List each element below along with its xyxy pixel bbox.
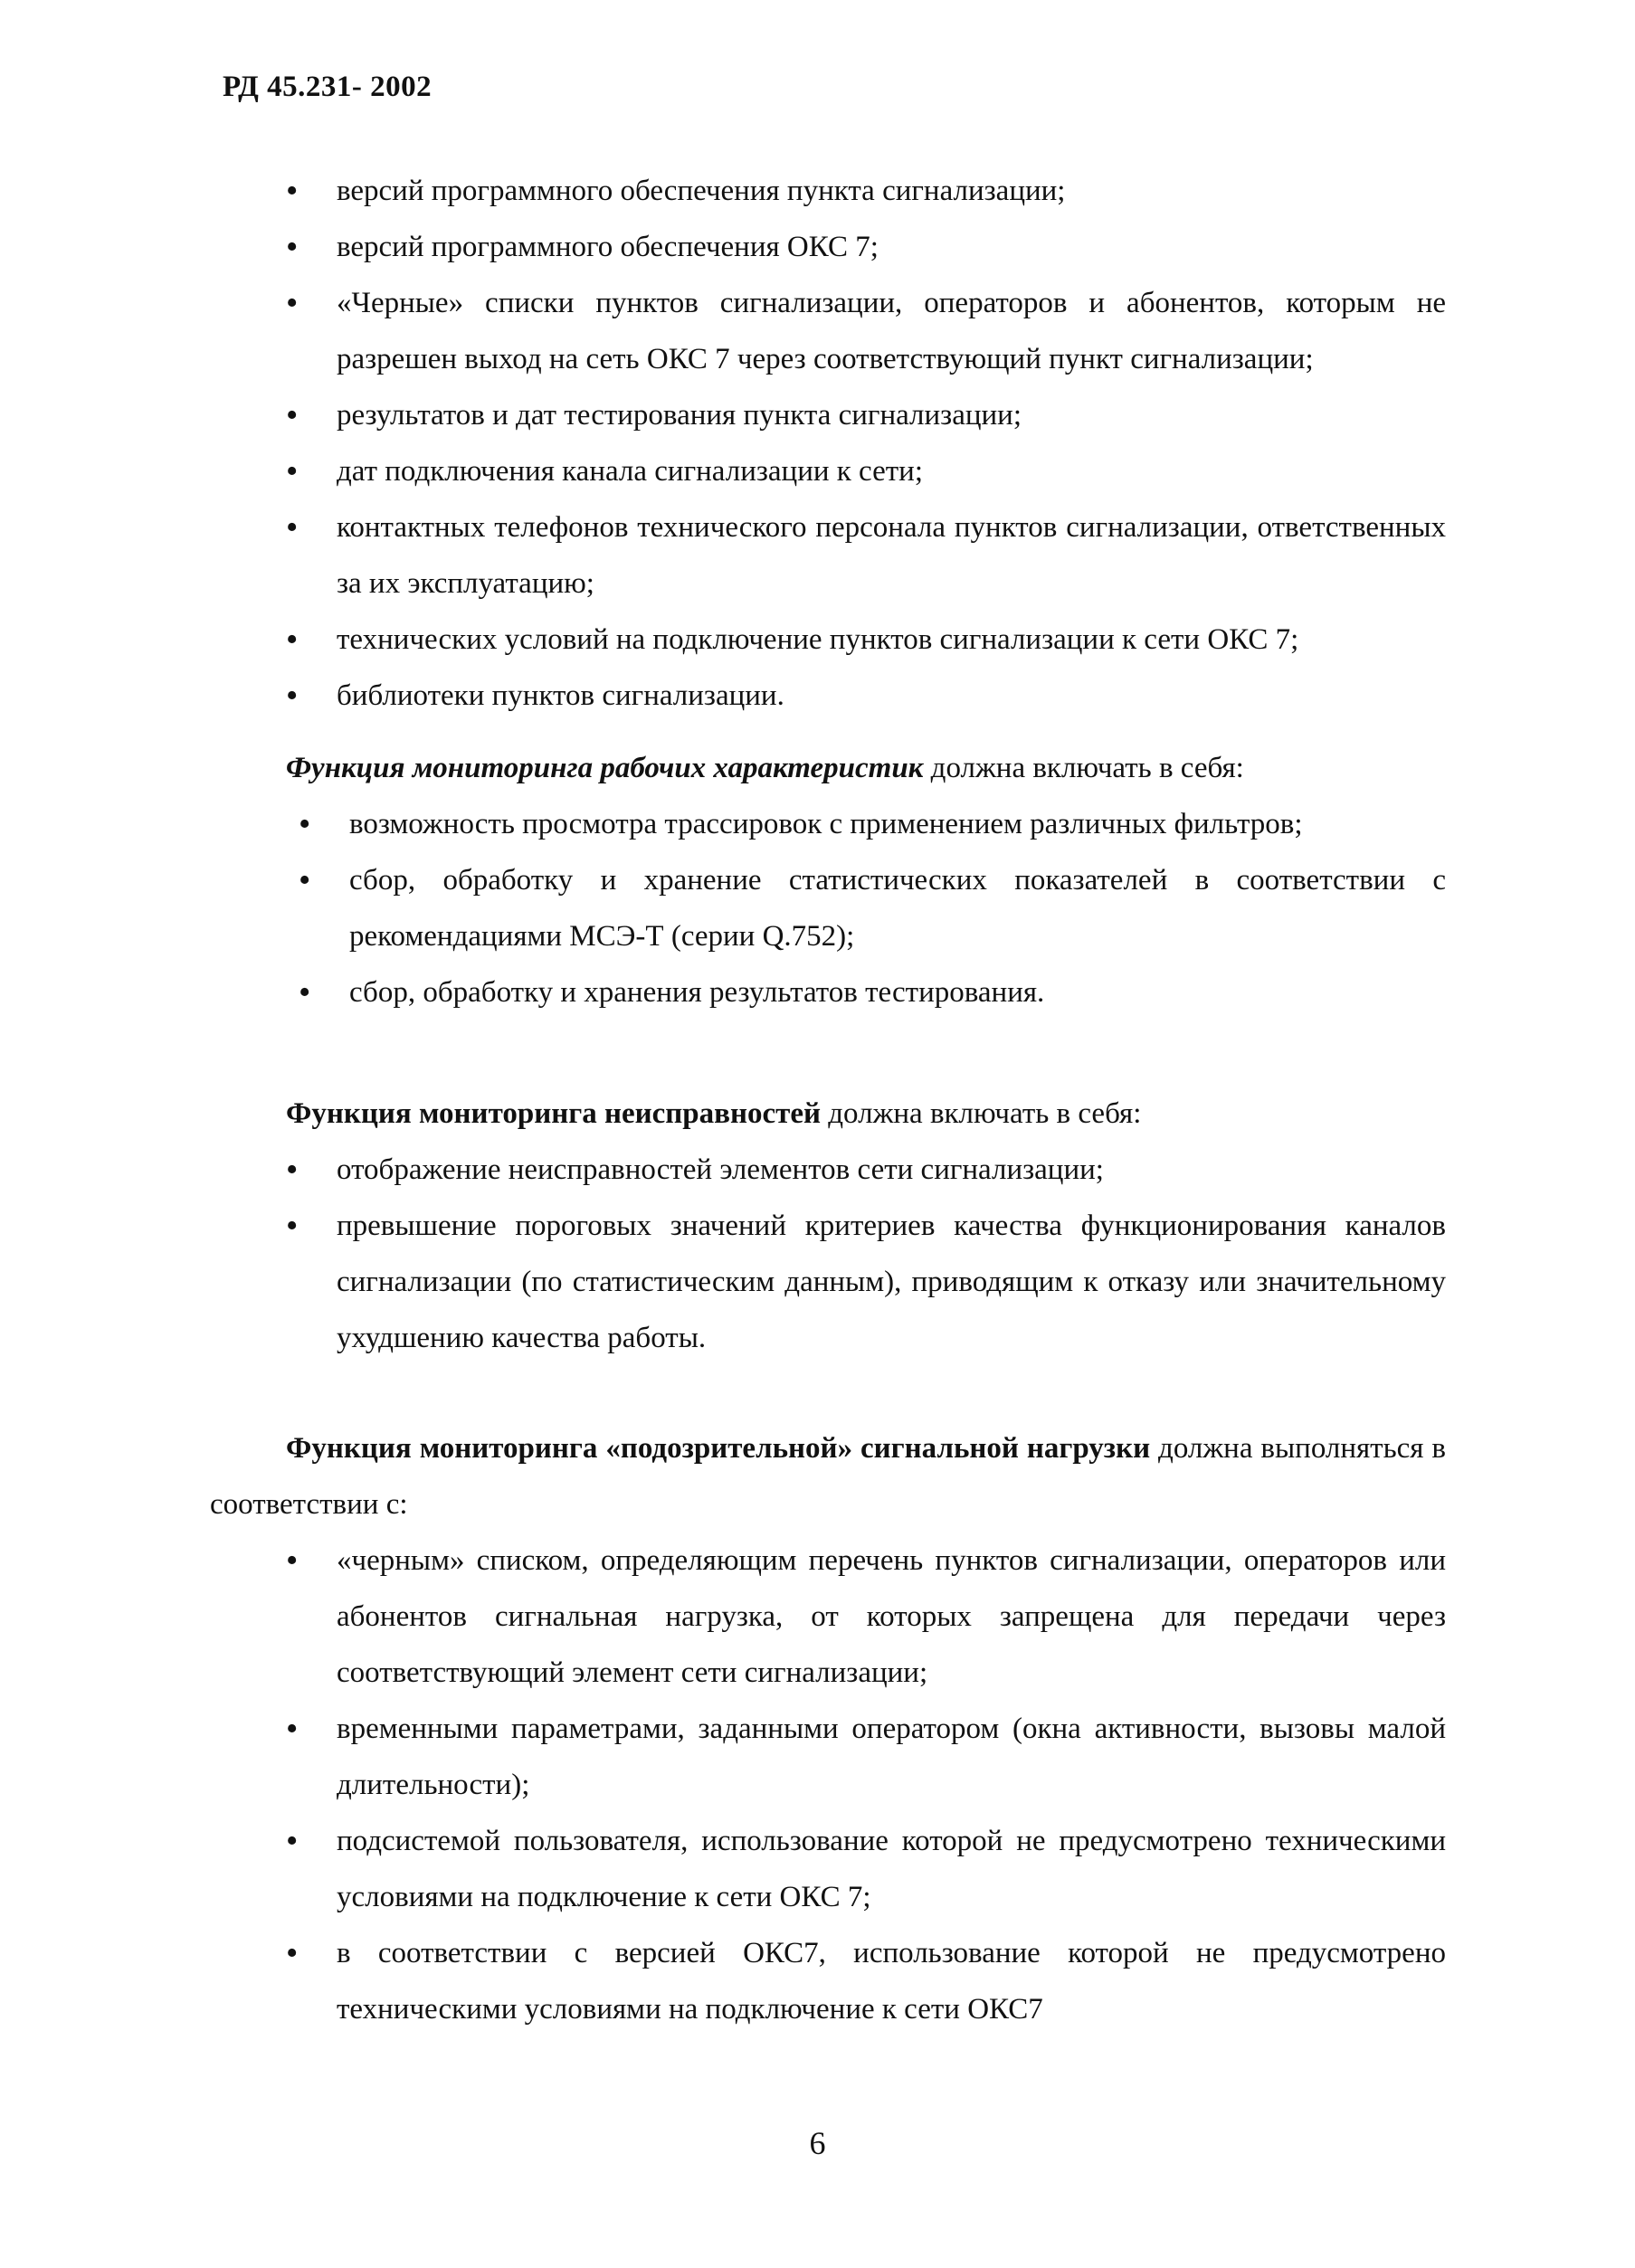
list-item: • временными параметрами, заданными оператором (окна активности, вызовы малой длительности);	[286, 1701, 1446, 1813]
list-item: • дат подключения канала сигнализации к сети;	[286, 443, 1446, 499]
list-item: • результатов и дат тестирования пункта сигнализации;	[286, 387, 1446, 443]
bullet-icon: •	[286, 172, 299, 210]
document-id-header: РД 45.231- 2002	[223, 71, 433, 103]
bullet-icon: •	[286, 1822, 299, 1860]
section4-lead	[210, 1420, 1446, 1533]
bullet-icon: •	[286, 284, 299, 322]
section3-lead-rest: должна включать в себя:	[821, 1097, 1142, 1130]
list-item: • возможность просмотра трассировок с применением различных фильтров;	[299, 796, 1446, 852]
section1-list	[286, 163, 1446, 724]
list-item: • версий программного обеспечения ОКС 7;	[286, 219, 1446, 275]
bullet-icon: •	[299, 861, 311, 899]
list-item: • сбор, обработку и хранения результатов тестирования.	[299, 964, 1446, 1020]
section3-list-container	[286, 1142, 1446, 1366]
list-item: • «Черные» списки пунктов сигнализации, операторов и абонентов, которым не разрешен выход на сеть ОКС 7 через соответствующий пункт сигнализации;	[286, 275, 1446, 387]
list-item: • технических условий на подключение пунктов сигнализации к сети ОКС 7;	[286, 612, 1446, 668]
list-item: • подсистемой пользователя, использование которой не предусмотрено техническими условиями на подключение к сети ОКС 7;	[286, 1813, 1446, 1925]
section4-lead-rest: должна выполняться в соответствии с:	[210, 1432, 1446, 1521]
section4-list	[286, 1533, 1446, 2037]
section2-list	[299, 796, 1446, 1020]
list-item: • сбор, обработку и хранение статистических показателей в соответствии с рекомендациями МСЭ-Т (серии Q.752);	[299, 852, 1446, 964]
section2-list-container	[299, 796, 1446, 1020]
bullet-icon: •	[286, 1710, 299, 1748]
list-item: • «черным» списком, определяющим перечень пунктов сигнализации, операторов или абонентов сигнальная нагрузка, от которых запрещена для передачи через соответствующий элемент сети сигнализации;	[286, 1533, 1446, 1701]
bullet-icon: •	[286, 1542, 299, 1580]
bullet-icon: •	[286, 396, 299, 434]
section4-list-container	[286, 1533, 1446, 2037]
list-item: • версий программного обеспечения пункта сигнализации;	[286, 163, 1446, 219]
list-item: • в соответствии с версией ОКС7, использование которой не предусмотрено техническими условиями на подключение к сети ОКС7	[286, 1925, 1446, 2037]
bullet-icon: •	[286, 1207, 299, 1245]
section3-lead-bold: Функция мониторинга неисправностей	[286, 1097, 822, 1130]
list-item: • превышение пороговых значений критериев качества функционирования каналов сигнализации (по статистическим данным), приводящим к отказу или значительному ухудшению качества работы.	[286, 1198, 1446, 1366]
bullet-icon: •	[286, 1934, 299, 1972]
list-item: • контактных телефонов технического персонала пунктов сигнализации, ответственных за их эксплуатацию;	[286, 499, 1446, 612]
bullet-icon: •	[286, 228, 299, 266]
bullet-icon: •	[299, 973, 311, 1011]
bullet-icon: •	[286, 1151, 299, 1189]
bullet-icon: •	[299, 805, 311, 843]
section1-list-container	[286, 163, 1446, 724]
list-item: • отображение неисправностей элементов сети сигнализации;	[286, 1142, 1446, 1198]
bullet-icon: •	[286, 621, 299, 659]
bullet-icon: •	[286, 677, 299, 715]
section2-lead	[286, 740, 1446, 796]
section2-lead-bold: Функция мониторинга рабочих характеристик	[286, 752, 924, 784]
section4-lead-bold: Функция мониторинга «подозрительной» сигнальной нагрузки	[286, 1432, 1151, 1465]
section3-lead	[286, 1086, 1446, 1142]
section2-lead-rest: должна включать в себя:	[923, 752, 1244, 784]
section3-list	[286, 1142, 1446, 1366]
bullet-icon: •	[286, 452, 299, 490]
bullet-icon: •	[286, 508, 299, 546]
list-item: • библиотеки пунктов сигнализации.	[286, 668, 1446, 724]
page-number: 6	[809, 2125, 826, 2161]
